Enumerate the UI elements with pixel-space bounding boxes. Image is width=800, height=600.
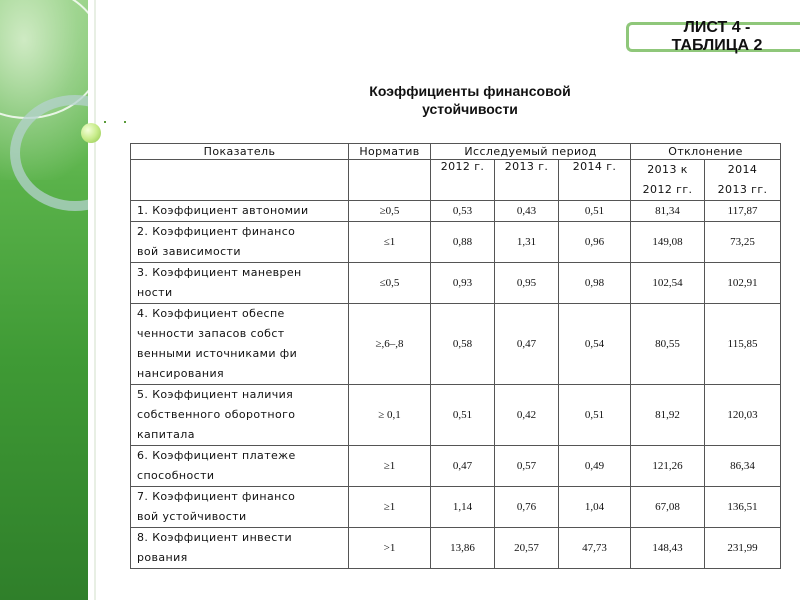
deviation-2-cell: 102,91 xyxy=(705,263,781,304)
deviation-1-cell: 102,54 xyxy=(631,263,705,304)
deviation-1-cell: 121,26 xyxy=(631,446,705,487)
table-body xyxy=(131,144,781,569)
indicator-line: ченности запасов собст xyxy=(137,327,285,340)
indicator-line: капитала xyxy=(137,428,195,441)
header-row xyxy=(131,144,781,160)
deviation-1-cell: 149,08 xyxy=(631,222,705,263)
deviation-2-cell: 231,99 xyxy=(705,528,781,569)
indicator-cell xyxy=(131,528,349,569)
indicator-cell xyxy=(131,263,349,304)
value-2012-cell: 13,86 xyxy=(431,528,495,569)
norm-cell: ≥1 xyxy=(349,487,431,528)
indicator-line: собственного оборотного xyxy=(137,408,296,421)
indicator-line: 1. Коэффициент автономии xyxy=(137,204,309,217)
deviation-1-cell: 67,08 xyxy=(631,487,705,528)
value-2012-cell: 0,53 xyxy=(431,201,495,222)
deviation-2-cell: 120,03 xyxy=(705,385,781,446)
header-dev-1 xyxy=(631,160,705,201)
indicator-line: 3. Коэффициент маневрен xyxy=(137,266,302,279)
value-2012-cell: 0,58 xyxy=(431,304,495,385)
value-2013-cell: 20,57 xyxy=(495,528,559,569)
indicator-cell xyxy=(131,385,349,446)
value-2014-cell: 0,49 xyxy=(559,446,631,487)
value-2013-cell: 0,47 xyxy=(495,304,559,385)
indicator-line: способности xyxy=(137,469,215,482)
indicator-line: 2. Коэффициент финансо xyxy=(137,225,296,238)
header-dev-2-bottom: 2013 гг. xyxy=(717,183,768,196)
value-2014-cell: 47,73 xyxy=(559,528,631,569)
indicator-line: вой устойчивости xyxy=(137,510,247,523)
value-2013-cell: 0,57 xyxy=(495,446,559,487)
indicator-cell xyxy=(131,304,349,385)
norm-cell: ≤0,5 xyxy=(349,263,431,304)
financial-ratios-table xyxy=(130,143,781,569)
deviation-1-cell: 81,34 xyxy=(631,201,705,222)
indicator-cell xyxy=(131,446,349,487)
value-2012-cell: 0,93 xyxy=(431,263,495,304)
table-row xyxy=(131,263,781,304)
dot-decoration xyxy=(124,121,126,123)
table-row xyxy=(131,446,781,487)
value-2013-cell: 0,43 xyxy=(495,201,559,222)
table-row xyxy=(131,201,781,222)
side-divider-shade xyxy=(94,0,96,600)
sheet-label: ЛИСТ 4 - ТАБЛИЦА 2 xyxy=(671,19,763,54)
deviation-2-cell: 86,34 xyxy=(705,446,781,487)
indicator-line: 5. Коэффициент наличия xyxy=(137,388,294,401)
header-year-2012: 2012 г. xyxy=(431,160,495,201)
norm-cell: ≤1 xyxy=(349,222,431,263)
deviation-1-cell: 148,43 xyxy=(631,528,705,569)
norm-cell: ≥1 xyxy=(349,446,431,487)
indicator-line: 4. Коэффициент обеспе xyxy=(137,307,285,320)
value-2014-cell: 0,51 xyxy=(559,201,631,222)
value-2012-cell: 0,88 xyxy=(431,222,495,263)
table-row xyxy=(131,385,781,446)
ball-decoration xyxy=(81,123,101,143)
deviation-2-cell: 117,87 xyxy=(705,201,781,222)
value-2012-cell: 0,47 xyxy=(431,446,495,487)
norm-cell: ≥0,5 xyxy=(349,201,431,222)
indicator-line: рования xyxy=(137,551,188,564)
value-2013-cell: 0,95 xyxy=(495,263,559,304)
sheet-label-box xyxy=(626,19,800,54)
value-2013-cell: 1,31 xyxy=(495,222,559,263)
header-deviation: Отклонение xyxy=(631,144,781,160)
deviation-1-cell: 80,55 xyxy=(631,304,705,385)
value-2013-cell: 0,42 xyxy=(495,385,559,446)
deviation-2-cell: 115,85 xyxy=(705,304,781,385)
indicator-cell xyxy=(131,487,349,528)
dot-decoration xyxy=(104,121,106,123)
norm-cell: >1 xyxy=(349,528,431,569)
value-2014-cell: 1,04 xyxy=(559,487,631,528)
header-dev-2-top: 2014 xyxy=(727,163,758,176)
header-empty xyxy=(349,160,431,201)
header-dev-2 xyxy=(705,160,781,201)
header-empty xyxy=(131,160,349,201)
indicator-cell xyxy=(131,222,349,263)
indicator-line: 7. Коэффициент финансо xyxy=(137,490,296,503)
indicator-line: 8. Коэффициент инвести xyxy=(137,531,293,544)
indicator-line: 6. Коэффициент платеже xyxy=(137,449,296,462)
side-decoration-band xyxy=(0,0,88,600)
table-row xyxy=(131,222,781,263)
table-row xyxy=(131,528,781,569)
page-title: Коэффициенты финансовой устойчивости xyxy=(369,83,571,117)
header-indicator: Показатель xyxy=(131,144,349,160)
value-2013-cell: 0,76 xyxy=(495,487,559,528)
header-year-2014: 2014 г. xyxy=(559,160,631,201)
indicator-cell xyxy=(131,201,349,222)
value-2014-cell: 0,96 xyxy=(559,222,631,263)
indicator-line: вой зависимости xyxy=(137,245,241,258)
indicator-line: нансирования xyxy=(137,367,225,380)
deviation-1-cell: 81,92 xyxy=(631,385,705,446)
value-2014-cell: 0,54 xyxy=(559,304,631,385)
header-period: Исследуемый период xyxy=(431,144,631,160)
value-2014-cell: 0,51 xyxy=(559,385,631,446)
header-dev-1-bottom: 2012 гг. xyxy=(642,183,693,196)
norm-cell: ≥,6–,8 xyxy=(349,304,431,385)
header-norm: Норматив xyxy=(349,144,431,160)
value-2014-cell: 0,98 xyxy=(559,263,631,304)
deviation-2-cell: 73,25 xyxy=(705,222,781,263)
header-year-2013: 2013 г. xyxy=(495,160,559,201)
indicator-line: венными источниками фи xyxy=(137,347,298,360)
value-2012-cell: 1,14 xyxy=(431,487,495,528)
table-row xyxy=(131,487,781,528)
table-row xyxy=(131,304,781,385)
norm-cell: ≥ 0,1 xyxy=(349,385,431,446)
indicator-line: ности xyxy=(137,286,173,299)
header-subrow xyxy=(131,160,781,201)
value-2012-cell: 0,51 xyxy=(431,385,495,446)
header-dev-1-top: 2013 к xyxy=(647,163,688,176)
deviation-2-cell: 136,51 xyxy=(705,487,781,528)
